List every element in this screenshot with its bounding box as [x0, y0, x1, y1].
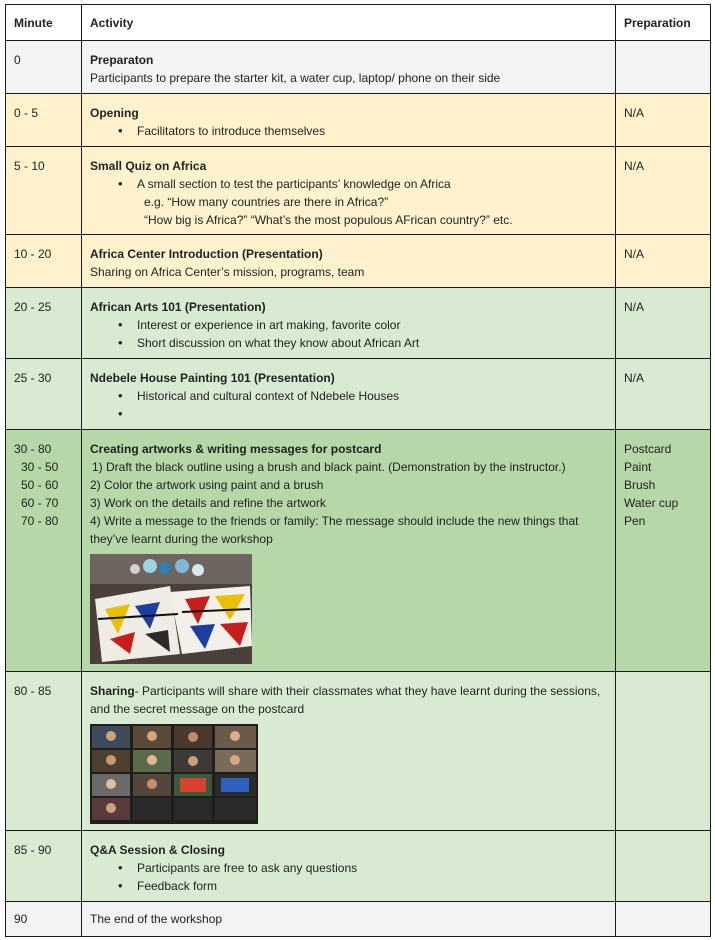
video-grid-drawing: [90, 724, 258, 824]
step-line: 2) Color the artwork using paint and a brush: [90, 478, 324, 492]
table-row: [6, 672, 711, 831]
bullet-item: • Feedback form: [137, 877, 607, 895]
prep-cell: [624, 831, 702, 841]
activity-title: Sharing: [90, 684, 135, 698]
prep-cell: N/A: [624, 247, 645, 261]
minute-cell: 5 - 10: [14, 159, 45, 173]
step-line: 3) Work on the details and refine the artwork: [90, 496, 326, 510]
minute-sub: 70 - 80: [21, 514, 59, 528]
activity-title: Creating artworks & writing messages for postcard: [90, 442, 382, 456]
bullet-item: • A small section to test the participants’ knowledge on Africa: [137, 175, 607, 193]
prep-item: Water cup: [624, 496, 679, 510]
artwork-photo: [90, 554, 252, 664]
minute-cell: 90: [14, 912, 28, 926]
prep-cell: [624, 902, 702, 912]
minute-cell: 10 - 20: [14, 247, 52, 261]
minute-cell: 20 - 25: [14, 300, 52, 314]
table-row: [6, 359, 711, 430]
prep-cell: [624, 41, 702, 51]
prep-item: Paint: [624, 460, 652, 474]
activity-title: Opening: [90, 106, 139, 120]
prep-cell: [624, 672, 702, 682]
minute-cell: 0 - 5: [14, 106, 39, 120]
indent-line: “How big is Africa?” “What’s the most populous AFrican country?” etc.: [144, 213, 513, 227]
table-row: [6, 288, 711, 359]
activity-title: Q&A Session & Closing: [90, 843, 225, 857]
minute-sub: 50 - 60: [21, 478, 59, 492]
activity-title: Ndebele House Painting 101 (Presentation): [90, 371, 335, 385]
bullet-item: • Interest or experience in art making, favorite color: [137, 316, 607, 334]
header-activity: Activity: [82, 5, 616, 41]
prep-cell: N/A: [624, 159, 645, 173]
minute-sub: 60 - 70: [21, 496, 59, 510]
table-row: [6, 235, 711, 288]
prep-cell: N/A: [624, 300, 645, 314]
bullet-item: • Facilitators to introduce themselves: [137, 122, 607, 140]
video-call-screenshot: [90, 724, 258, 824]
header-row: [6, 5, 711, 41]
artwork-photo-drawing: [90, 554, 252, 664]
activity-text: Sharing on Africa Center’s mission, programs, team: [90, 265, 365, 279]
minute-cell: 30 - 80: [14, 442, 52, 456]
minute-cell: 80 - 85: [14, 684, 52, 698]
bullet-item-empty: [137, 405, 607, 423]
activity-title: African Arts 101 (Presentation): [90, 300, 266, 314]
bullet-item: • Historical and cultural context of Ndebele Houses: [137, 387, 607, 405]
activity-text: The end of the workshop: [90, 912, 223, 926]
workshop-schedule-table: [5, 4, 711, 937]
prep-item: Postcard: [624, 442, 672, 456]
prep-cell: N/A: [624, 106, 645, 120]
table-row: [6, 94, 711, 147]
header-minute: Minute: [6, 5, 82, 41]
header-preparation: Preparation: [616, 5, 711, 41]
step-line: 1) Draft the black outline using a brush and black paint. (Demonstration by the instructor.): [92, 460, 566, 474]
prep-cell: N/A: [624, 371, 645, 385]
table-row: [6, 430, 711, 672]
prep-item: Brush: [624, 478, 656, 492]
prep-item: Pen: [624, 514, 646, 528]
bullet-item: • Participants are free to ask any questions: [137, 859, 607, 877]
activity-title: Preparaton: [90, 53, 154, 67]
minute-sub: 30 - 50: [21, 460, 59, 474]
table-row: [6, 831, 711, 902]
minute-cell: 25 - 30: [14, 371, 52, 385]
activity-text: - Participants will share with their classmates what they have learnt during the sessions, and the secret message on the postcard: [90, 684, 601, 716]
table-row: [6, 41, 711, 94]
minute-cell: 0: [14, 53, 21, 67]
activity-title: Small Quiz on Africa: [90, 159, 207, 173]
activity-title: Africa Center Introduction (Presentation): [90, 247, 323, 261]
indent-line: e.g. “How many countries are there in Africa?”: [144, 195, 389, 209]
table-row: [6, 147, 711, 235]
activity-text: Participants to prepare the starter kit, a water cup, laptop/ phone on their side: [90, 71, 501, 85]
table-row: [6, 902, 711, 937]
bullet-item: • Short discussion on what they know about African Art: [137, 334, 607, 352]
minute-cell: 85 - 90: [14, 843, 52, 857]
step-line: 4) Write a message to the friends or family: The message should include the new things that they’ve learnt during the workshop: [90, 514, 579, 546]
